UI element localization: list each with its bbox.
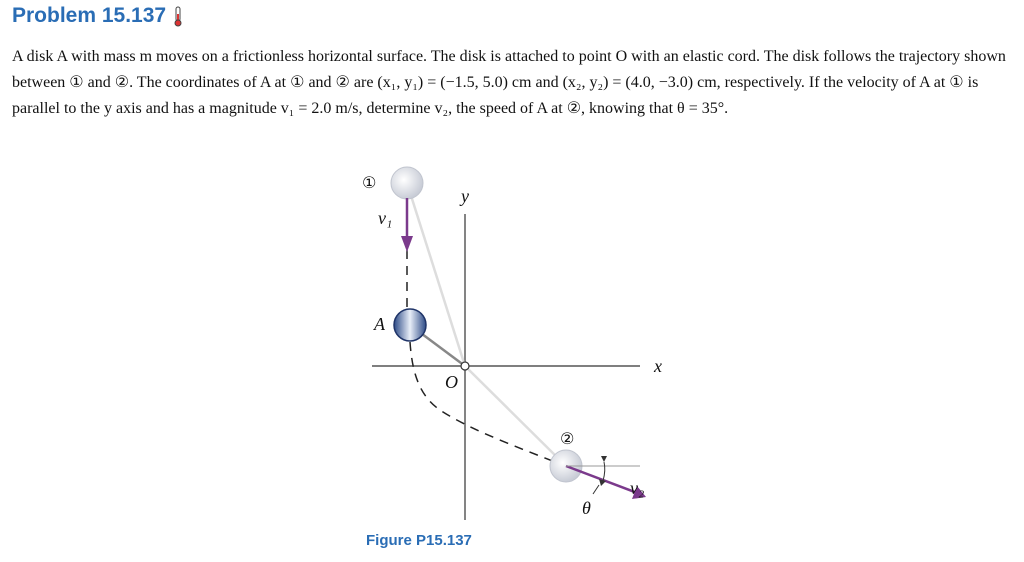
label-x-axis: x [654,356,662,376]
v1-arrow-head [401,236,413,252]
label-point-2: ② [560,429,575,448]
figure-caption: Figure P15.137 [366,532,472,549]
label-v2: v₂ [630,478,645,498]
theta-pointer [593,485,599,494]
label-origin: O [445,372,458,392]
label-theta: θ [582,498,591,518]
problem-text: A disk A with mass m moves on a frictionless horizontal surface. The disk is attached to point O with an elastic cord. The disk follows the trajectory shown between ① and ②. The coordinates of A at ① and ② are (x₁, y₁) = (−1.5, 5.0) cm and (x₂, y₂) = (4.0, −3.0) cm, respectively. If the velocity of A at ① is parallel to the y axis and has a magnitude v₁ = 2.0 m/s, determine v₂, the speed of A at ②, knowing that θ = 35°. [12,48,1006,117]
label-v1: v₁ [378,208,393,228]
label-disk-A: A [374,314,385,334]
trajectory-path [407,250,555,462]
disk-position-1 [391,167,423,199]
label-y-axis: y [461,186,469,206]
theta-arc [603,462,605,481]
theta-arc-head-top [601,456,607,462]
cord-at-2 [465,366,566,466]
label-point-1: ① [362,173,377,192]
origin-point [461,362,469,370]
problem-title: Problem 15.137 [12,4,167,27]
disk-A [394,309,426,341]
